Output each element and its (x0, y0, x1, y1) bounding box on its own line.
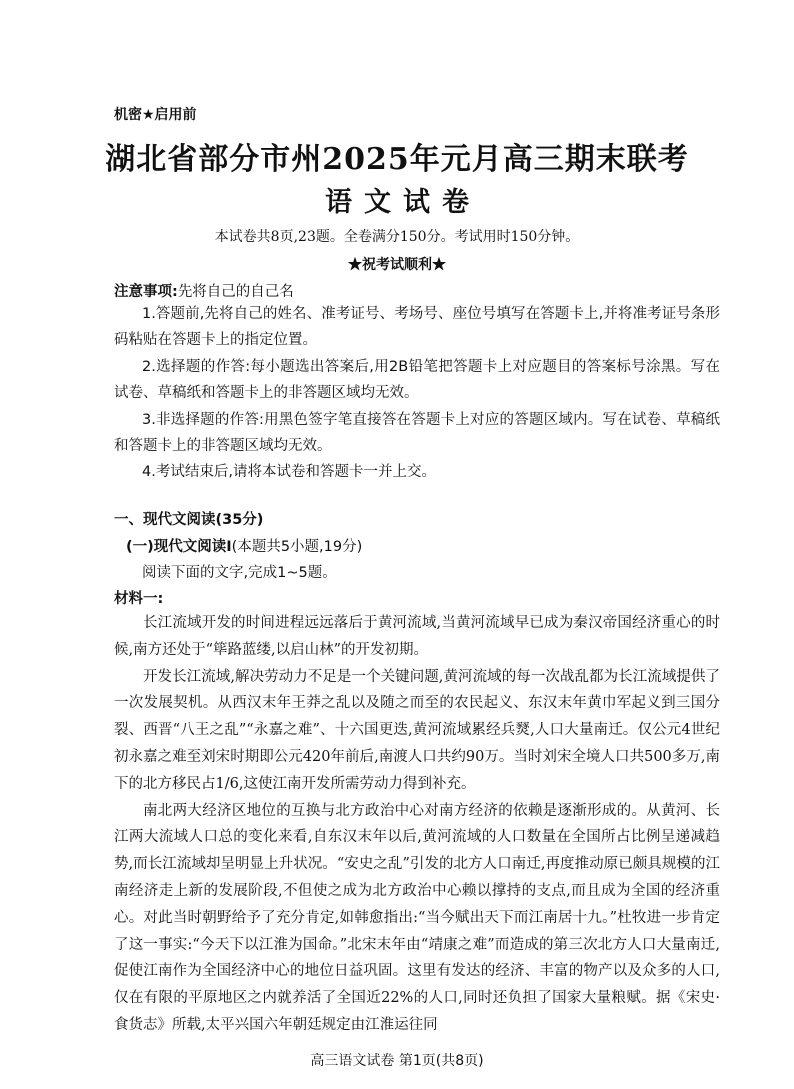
confidential-mark: 机密★启用前 (114, 107, 197, 123)
section-heading: 一、现代文阅读(35分) (114, 512, 264, 528)
page-footer: 高三语文试卷 第1页(共8页) (310, 1053, 484, 1069)
notice-item (114, 301, 720, 354)
notice-item (114, 407, 720, 460)
exam-info: 本试卷共8页,23题。全卷满分150分。考试用时150分钟。 (214, 229, 580, 245)
passage-paragraph: 长江流域开发的时间进程远远落后于黄河流域,当黄河流域早已成为秦汉帝国经济重心的时候,南方还处于“筚路蓝缕,以启山林”的开发初期。 (114, 615, 720, 658)
notice-item-text: 4.考试结束后,请将本试卷和答题卡一并上交。 (142, 464, 436, 481)
notice-extra: 先将自己的自己名 (177, 284, 294, 300)
passage (114, 610, 720, 1039)
reading-instruction: 阅读下面的文字,完成1~5题。 (142, 565, 337, 581)
subsection-title: (一)现代文阅读Ⅰ (126, 539, 232, 555)
material-label: 材料一: (114, 591, 164, 607)
passage-paragraph: 开发长江流域,解决劳动力不足是一个关键问题,黄河流域的每一次战乱都为长江流域提供了一次发展契机。从西汉末年王莽之乱以及随之而至的农民起义、东汉末年黄巾军起义到三国分裂、西晋“八王之乱”“永嘉之难”、十六国更迭,黄河流域累经兵燹,人口大量南迁。仅公元4世纪初永嘉之难至刘宋时期即公元420年前后,南渡人口共约90万。当时刘宋全境人口共500多万,南下的北方移民占1/6,这使江南开发所需劳动力得到补充。 (114, 668, 720, 792)
good-luck-line: ★祝考试顺利★ (348, 257, 446, 273)
notice-item-text: 3.非选择题的作答:用黑色签字笔直接答在答题卡上对应的答题区域内。写在试卷、草稿纸和答题卡上的非答题区域均无效。 (114, 411, 720, 455)
notice-list (114, 301, 720, 486)
passage-paragraph: 南北两大经济区地位的互换与北方政治中心对南方经济的依赖是逐渐形成的。从黄河、长江两大流域人口总的变化来看,自东汉末年以后,黄河流域的人口数量在全国所占比例呈递减趋势,而长江流域却呈明显上升状况。“安史之乱”引发的北方人口南迁,再度推动原已颇具规模的江南经济走上新的发展阶段,不但使之成为北方政治中心赖以撑持的支点,而且成为全国的经济重心。对此当时朝野给予了充分肯定,如韩愈指出:“当今赋出天下而江南居十九。”杜牧进一步肯定了这一事实:“今天下以江淮为国命。”北宋末年由“靖康之难”而造成的第三次北方人口大量南迁,促使江南作为全国经济中心的地位日益巩固。这里有发达的经济、丰富的物产以及众多的人口,仅在有限的平原地区之内就养活了全国近22%的人口,同时还负担了国家大量粮赋。据《宋史·食货志》所载,太平兴国六年朝廷规定由江淮运往同 (114, 802, 720, 1033)
subsection-detail: (本题共5小题,19分) (231, 539, 363, 555)
notice-item-text: 1.答题前,先将自己的姓名、准考证号、考场号、座位号填写在答题卡上,并将准考证号条形码粘贴在答题卡上的指定位置。 (114, 306, 720, 349)
notice-label: 注意事项: (114, 284, 178, 300)
exam-subtitle: 语文试卷 (325, 187, 481, 218)
notice-item (114, 459, 720, 485)
notice-item (114, 354, 720, 407)
notice-heading (114, 280, 294, 301)
subsection-heading (126, 535, 362, 556)
notice-item-text: 2.选择题的作答:每小题选出答案后,用2B铅笔把答题卡上对应题目的答案标号涂黑。写在试卷、草稿纸和答题卡上的非答题区域均无效。 (114, 358, 720, 402)
exam-title: 湖北省部分市州2025年元月高三期末联考 (105, 142, 689, 177)
